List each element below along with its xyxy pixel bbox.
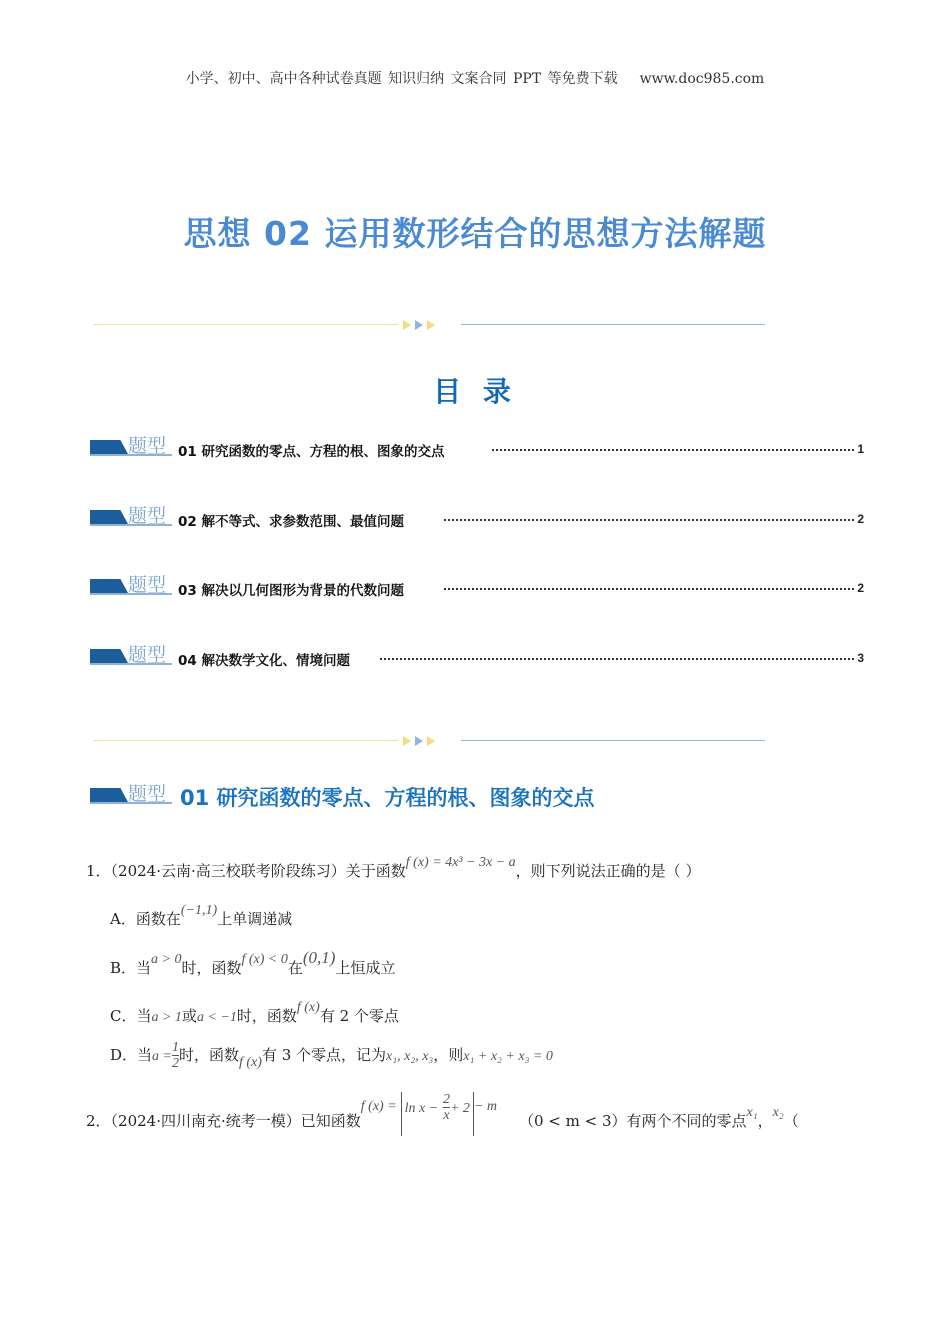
toc-item-label: 02 解不等式、求参数范围、最值问题 <box>178 514 404 530</box>
option-b[interactable]: B．当a > 0时，函数f (x) < 0在(0,1)上恒成立 <box>110 948 396 977</box>
option-d[interactable]: D．当a = $\frac{1}{2}$ 时，函数f (x)有 3 个零点，记为x₁, x₂, x₃，则x₁ + x₂ + x₃ = 0 <box>110 1040 553 1072</box>
toc-item-page: 2 <box>857 581 864 595</box>
header-text: 小学、初中、高中各种试卷真题 知识归纳 文案合同 PPT 等免费下载 <box>185 71 618 87</box>
section-heading: 题型 01 研究函数的零点、方程的根、图象的交点 <box>90 780 690 810</box>
page-header <box>0 68 950 88</box>
toc-item[interactable] <box>90 504 864 528</box>
toc-item[interactable] <box>90 573 864 597</box>
question-type-badge: 题型 <box>90 573 172 595</box>
toc-item-label: 04 解决数学文化、情境问题 <box>178 653 350 669</box>
toc-item-page: 2 <box>857 512 864 526</box>
question-type-badge: 题型 <box>90 643 172 665</box>
toc-title: 目 录 <box>433 375 517 408</box>
toc-item[interactable] <box>90 643 864 667</box>
toc-item-page: 1 <box>857 442 864 456</box>
toc-item[interactable] <box>90 434 864 458</box>
toc-item-page: 3 <box>857 651 864 665</box>
question-type-badge: 题型 <box>90 782 172 804</box>
page-title: 思想 02 运用数形结合的思想方法解题 <box>183 214 767 253</box>
question-2-stem: 2．（2024·四川南充·统考一模）已知函数f (x) = ln x − $\frac{2}{x}$ + 2 − m（0 < m < 3）有两个不同的零点x₁，x₂（ <box>86 1100 799 1144</box>
header-url[interactable]: www.doc985.com <box>639 71 765 87</box>
divider <box>93 319 765 331</box>
question-1-stem: 1．（2024·云南·高三校联考阶段练习）关于函数f (x) = 4x³ − 3x − a，则下列说法正确的是（ ） <box>86 855 701 880</box>
question-type-badge: 题型 <box>90 504 172 526</box>
divider <box>93 735 765 747</box>
formula: f (x) = 4x³ − 3x − a <box>405 855 516 870</box>
option-a[interactable]: A．函数在(−1,1)上单调递减 <box>110 903 293 928</box>
toc-item-label: 03 解决以几何图形为背景的代数问题 <box>178 583 404 599</box>
option-c[interactable]: C．当a > 1或a < −1时，函数f (x)有 2 个零点 <box>110 1000 399 1025</box>
question-type-badge: 题型 <box>90 434 172 456</box>
toc-item-label: 01 研究函数的零点、方程的根、图象的交点 <box>178 444 445 460</box>
